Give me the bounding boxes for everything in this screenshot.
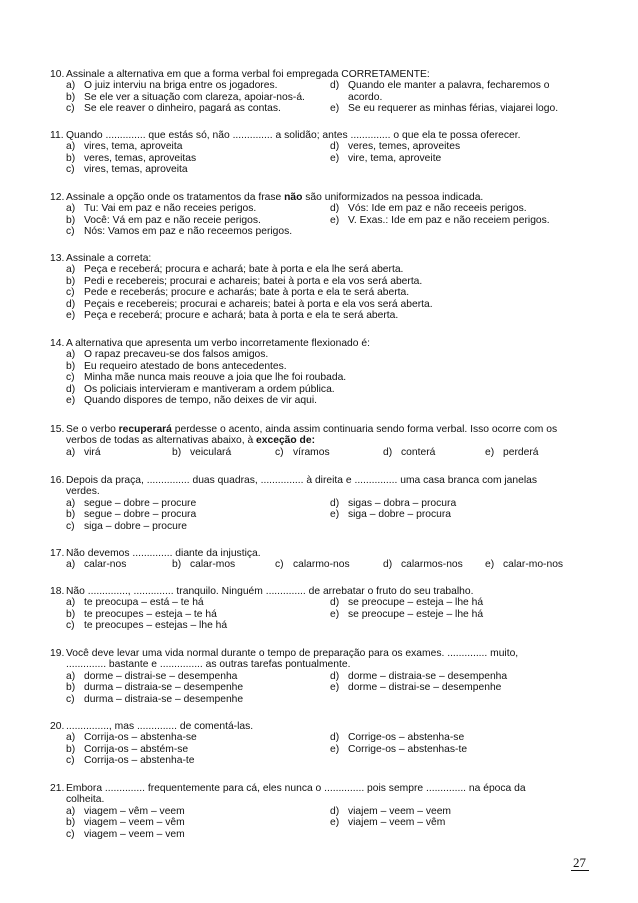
option-row: a) virá b) veiculará c) víramos d) conterá e) perderá <box>66 446 539 458</box>
question-12 <box>50 192 590 238</box>
option-d: dorme – distraia-se – desempenha <box>348 670 508 682</box>
option-row: c) siga – dobre – procure <box>66 520 188 532</box>
option-row: a) dorme – distrai-se – desempenha d) dorme – distraia-se – desempenha <box>66 670 508 682</box>
option-d-continued: acordo. <box>348 91 383 103</box>
option-a: O rapaz precaveu-se dos falsos amigos. <box>84 349 269 361</box>
question-number: 18. <box>50 586 65 597</box>
question-stem: 12. Assinale a opção onde os tratamentos da frase não são uniformizados na pessoa indicada. <box>50 192 484 203</box>
question-stem: 21. Embora .............. frequentemente para cá, eles nunca o .............. pois sempre .............. na época da <box>50 783 526 794</box>
option-e: Peça e receberá; procure e achará; bata à porta e ela te será aberta. <box>84 309 399 321</box>
question-stem-continued: verbos de todas as alternativas abaixo, à exceção de: <box>66 435 316 447</box>
question-stem: 17. Não devemos .............. diante da injustiça. <box>50 548 261 559</box>
option-row: b) segue – dobre – procura e) siga – dobre – procura <box>66 509 452 521</box>
question-number: 21. <box>50 783 65 794</box>
option-e: vire, tema, aproveite <box>348 152 442 164</box>
question-stem: 18. Não .............., .............. tranquilo. Ninguém .............. de arrebatar o fruto do seu trabalho. <box>50 586 474 597</box>
option-row: c) Nós: Vamos em paz e não receemos perigos. <box>66 226 293 238</box>
option-row: a) vires, tema, aproveita d) veres, temes, aproveites <box>66 141 461 153</box>
option-row: b) viagem – veem – vêm e) viajem – veem – vêm <box>66 817 446 829</box>
option-row: b) Corrija-os – abstém-se e) Corrige-os – abstenhas-te <box>66 743 468 755</box>
question-stem: 20. ..............., mas .............. de comentá-las. <box>50 721 254 732</box>
option-b: Se ele ver a situação com clareza, apoiar-nos-á. <box>84 91 305 103</box>
option-e: Se eu requerer as minhas férias, viajarei logo. <box>348 103 559 115</box>
option-row: a) segue – dobre – procure d) sigas – dobra – procura <box>66 497 457 509</box>
question-11 <box>50 130 590 176</box>
question-21: 21. Embora .............. frequentemente para cá, eles nunca o .............. pois sempre .............. na época da colheita. a) viagem – vêm – veem d) viajem – veem – veem b) viagem – veem – vêm e) viajem – veem – vêm c) viagem – veem – vem <box>50 783 590 840</box>
option-d: veres, temes, aproveites <box>348 141 461 153</box>
option-d: calarmos-nos <box>401 559 463 571</box>
option-row: a) calar-nos b) calar-mos c) calarmo-nos d) calarmos-nos e) calar-mo-nos <box>66 559 564 571</box>
option-e: Quando dispores de tempo, não deixes de vir aqui. <box>84 394 317 406</box>
option-row: a) te preocupa – está – te há d) se preocupe – esteja – lhe há <box>66 597 484 609</box>
option-a: calar-nos <box>84 559 127 571</box>
option-d: Os policiais intervieram e mantiveram a ordem pública. <box>84 383 335 395</box>
option-e: perderá <box>503 446 539 458</box>
question-stem: 16. Depois da praça, ............... duas quadras, ............... à direita e ............... uma casa branca com janelas <box>50 475 538 486</box>
question-13: 13. Assinale a correta: a) Peça e receberá; procura e achará; bate à porta e ela lhe será aberta. b) Pedi e recebereis; procurai e achareis; batei à porta e ela vos será aberta. c) Pede e receberás; procure e acharás; bate à porta e ela te será aberta. d) Peçais e recebereis; procurai e achareis; batei à porta e ela vos será aberta. e) Peça e receberá; procure e achará; bata à porta e ela te será aberta. <box>50 253 590 321</box>
question-number: 12. <box>50 192 65 203</box>
option-d: se preocupe – esteja – lhe há <box>348 597 484 609</box>
option-c: viagem – veem – vem <box>84 828 185 840</box>
option-b: Corrija-os – abstém-se <box>84 743 189 755</box>
option-c: víramos <box>293 446 330 458</box>
option-c: Minha mãe nunca mais reouve a joia que lhe foi roubada. <box>84 372 347 384</box>
option-d: viajem – veem – veem <box>348 805 452 817</box>
question-number: 15. <box>50 424 65 435</box>
option-c: Se ele reaver o dinheiro, pagará as contas. <box>84 103 281 115</box>
question-20 <box>50 721 590 767</box>
option-c: durma – distraia-se – desempenhe <box>84 693 244 705</box>
option-b: segue – dobre – procura <box>84 509 197 521</box>
question-19: 19. Você deve levar uma vida normal durante o tempo de preparação para os exames. .............. muito, .............. bastante e ............... as outras tarefas pontualmente. a) dorme – distrai-se – desempenha d) dorme – distraia-se – desempenha b) durma – distraia-se – desempenhe e) dorme – distrai-se – desempenhe c) durma – distraia-se – desempenhe <box>50 648 590 705</box>
option-c: Pede e receberás; procure e acharás; bate à porta e ela te será aberta. <box>84 287 410 299</box>
option-a: vires, tema, aproveita <box>84 141 183 153</box>
question-number: 19. <box>50 648 65 659</box>
option-b: calar-mos <box>190 559 236 571</box>
option-b: Eu requeiro atestado de bons antecedentes. <box>84 360 287 372</box>
option-b: te preocupes – esteja – te há <box>84 608 217 620</box>
option-row: b) Se ele ver a situação com clareza, apoiar-nos-á. acordo. <box>66 91 383 103</box>
option-a: dorme – distrai-se – desempenha <box>84 670 238 682</box>
option-e: siga – dobre – procura <box>348 509 452 521</box>
option-row: b) Você: Vá em paz e não receie perigos. e) V. Exas.: Ide em paz e não receiem perigos. <box>66 214 550 226</box>
question-10 <box>50 69 590 115</box>
option-row: c) durma – distraia-se – desempenhe <box>66 693 244 705</box>
option-b: veiculará <box>190 446 232 458</box>
page-number-rule <box>571 870 589 871</box>
option-row: a) viagem – vêm – veem d) viajem – veem – veem <box>66 805 452 817</box>
option-a: virá <box>84 446 101 458</box>
option-e: se preocupe – esteje – lhe há <box>348 608 484 620</box>
option-c: Corrija-os – abstenha-te <box>84 755 195 767</box>
option-e: V. Exas.: Ide em paz e não receiem perigos. <box>348 214 550 226</box>
option-row: c) Se ele reaver o dinheiro, pagará as contas. e) Se eu requerer as minhas férias, viajarei logo. <box>66 103 559 115</box>
option-b: durma – distraia-se – desempenhe <box>84 682 244 694</box>
question-stem: 19. Você deve levar uma vida normal durante o tempo de preparação para os exames. .............. muito, <box>50 648 519 659</box>
option-d: Quando ele manter a palavra, fecharemos o <box>348 80 550 92</box>
question-number: 17. <box>50 548 65 559</box>
option-d: conterá <box>401 446 436 458</box>
option-b: Pedi e recebereis; procurai e achareis; batei à porta e ela vos será aberta. <box>84 275 423 287</box>
question-number: 10. <box>50 69 65 80</box>
question-14: 14. A alternativa que apresenta um verbo incorretamente flexionado é: a) O rapaz precaveu-se dos falsos amigos. b) Eu requeiro atestado de bons antecedentes. c) Minha mãe nunca mais reouve a joia que lhe foi roubada. d) Os policiais intervieram e mantiveram a ordem pública. e) Quando dispores de tempo, não deixes de vir aqui. <box>50 338 590 406</box>
option-b: veres, temas, aproveitas <box>84 152 197 164</box>
question-stem: 14. A alternativa que apresenta um verbo incorretamente flexionado é: <box>50 338 370 349</box>
option-d: Corrige-os – abstenha-se <box>348 732 465 744</box>
question-15 <box>50 424 590 458</box>
question-number: 16. <box>50 475 65 486</box>
option-c: te preocupes – estejas – lhe há <box>84 620 228 632</box>
option-row: c) vires, temas, aproveita <box>66 164 188 176</box>
option-a: Tu: Vai em paz e não receies perigos. <box>84 203 257 215</box>
question-stem: 15. Se o verbo recuperará perdesse o acento, ainda assim continuaria sendo forma verbal. Isso ocorre com os <box>50 424 558 435</box>
option-c: siga – dobre – procure <box>84 520 188 532</box>
option-c: calarmo-nos <box>293 559 350 571</box>
option-e: dorme – distrai-se – desempenhe <box>348 682 502 694</box>
option-row: a) Tu: Vai em paz e não receies perigos. d) Vós: Ide em paz e não receeis perigos. <box>66 203 527 215</box>
option-c: vires, temas, aproveita <box>84 164 188 176</box>
option-row: c) Corrija-os – abstenha-te <box>66 755 195 767</box>
question-17 <box>50 548 590 571</box>
option-row: a) Corrija-os – abstenha-se d) Corrige-os – abstenha-se <box>66 732 465 744</box>
question-number: 13. <box>50 253 65 264</box>
option-d: Peçais e recebereis; procurai e achareis; batei à porta e ela vos será aberta. <box>84 298 433 310</box>
question-16: 16. Depois da praça, ............... duas quadras, ............... à direita e ............... uma casa branca com janelas verdes. a) segue – dobre – procure d) sigas – dobra – procura b) segue – dobre – procura e) siga – dobre – procura c) siga – dobre – procure <box>50 475 590 532</box>
option-c: Nós: Vamos em paz e não receemos perigos. <box>84 226 293 238</box>
option-a: te preocupa – está – te há <box>84 597 204 609</box>
option-a: viagem – vêm – veem <box>84 805 185 817</box>
option-d: sigas – dobra – procura <box>348 497 457 509</box>
question-stem: 13. Assinale a correta: <box>50 253 152 264</box>
option-row: a) O juiz interviu na briga entre os jogadores. d) Quando ele manter a palavra, fecharemos o <box>66 80 550 92</box>
option-row: b) te preocupes – esteja – te há e) se preocupe – esteje – lhe há <box>66 608 484 620</box>
question-stem: 11. Quando .............. que estás só, não .............. a solidão; antes .............. o que ela te possa oferecer. <box>50 130 521 141</box>
option-d: Vós: Ide em paz e não receeis perigos. <box>348 203 527 215</box>
option-e: Corrige-os – abstenhas-te <box>348 743 468 755</box>
question-number: 20. <box>50 721 65 732</box>
option-a: Peça e receberá; procura e achará; bate à porta e ela lhe será aberta. <box>84 264 404 276</box>
option-row: b) veres, temas, aproveitas e) vire, tema, aproveite <box>66 152 442 164</box>
option-row: b) durma – distraia-se – desempenhe e) dorme – distrai-se – desempenhe <box>66 682 502 694</box>
option-row: c) te preocupes – estejas – lhe há <box>66 620 228 632</box>
option-row: c) viagem – veem – vem <box>66 828 185 840</box>
question-number: 14. <box>50 338 65 349</box>
option-a: O juiz interviu na briga entre os jogadores. <box>84 80 278 92</box>
question-number: 11. <box>50 130 64 141</box>
question-18 <box>50 586 590 632</box>
option-b: viagem – veem – vêm <box>84 817 185 829</box>
option-e: calar-mo-nos <box>503 559 564 571</box>
question-stem: 10. Assinale a alternativa em que a forma verbal foi empregada CORRETAMENTE: <box>50 69 430 80</box>
option-a: segue – dobre – procure <box>84 497 197 509</box>
option-a: Corrija-os – abstenha-se <box>84 732 197 744</box>
page-number: 27 <box>573 855 586 870</box>
option-b: Você: Vá em paz e não receie perigos. <box>84 214 261 226</box>
option-e: viajem – veem – vêm <box>348 817 446 829</box>
